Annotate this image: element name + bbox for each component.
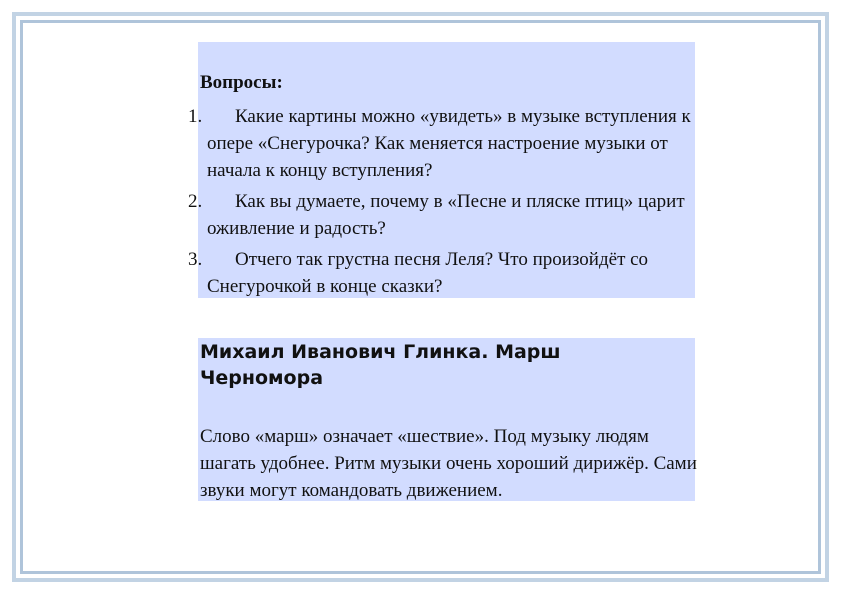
question-item: [188, 103, 698, 184]
question-text: Отчего так грустна песня Леля? Что произойдёт со Снегурочкой в конце сказки?: [207, 249, 649, 297]
question-text: Как вы думаете, почему в «Песне и пляске птиц» царит оживление и радость?: [207, 191, 685, 239]
question-item: [188, 246, 698, 300]
question-item: [188, 188, 698, 242]
question-number: 1.: [188, 106, 203, 127]
questions-list: [188, 103, 698, 304]
question-text: Какие картины можно «увидеть» в музыке вступления к опере «Снегурочка? Как меняется настроение музыки от начала к концу вступления?: [207, 106, 691, 181]
march-title: Михаил Иванович Глинка. Марш Черномора: [200, 341, 561, 389]
question-number: 2.: [188, 191, 203, 212]
questions-heading: Вопросы:: [200, 72, 283, 93]
question-number: 3.: [188, 249, 203, 270]
march-paragraph: Слово «марш» означает «шествие». Под музыку людям шагать удобнее. Ритм музыки очень хороший дирижёр. Сами звуки могут командовать движением.: [200, 426, 697, 501]
